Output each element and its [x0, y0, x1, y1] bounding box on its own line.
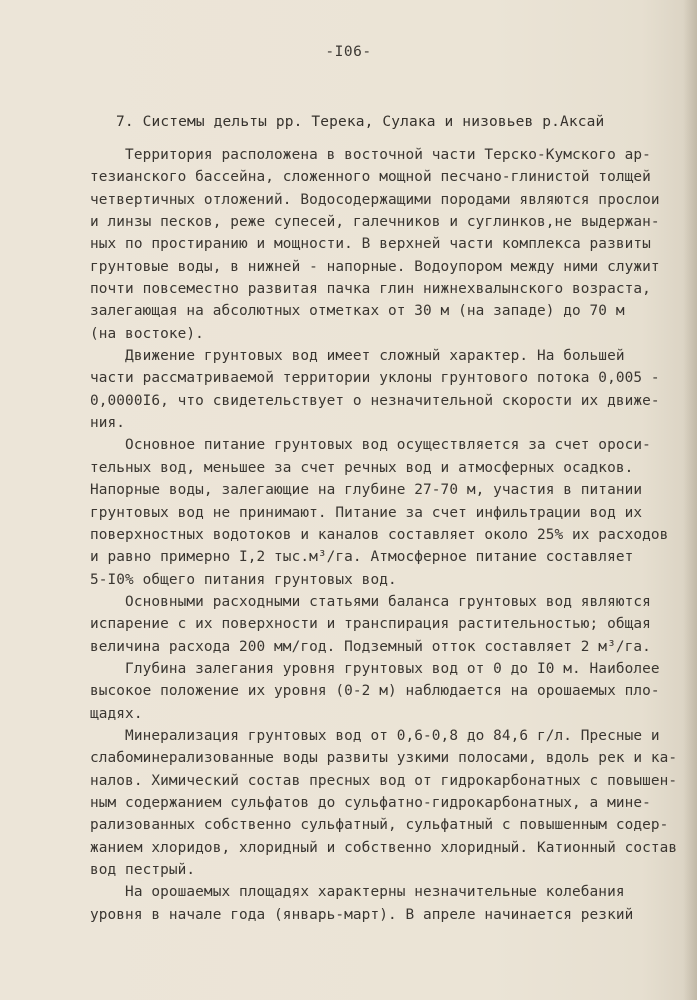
text-line: Движение грунтовых вод имеет сложный характер. На большей [90, 348, 625, 365]
text-line: На орошаемых площадях характерны незначительные колебания [90, 884, 625, 901]
text-line: залегающая на абсолютных отметках от 30 м (на западе) до 70 м [90, 303, 625, 320]
text-line: ных по простиранию и мощности. В верхней части комплекса развиты [90, 236, 651, 253]
text-line: Глубина залегания уровня грунтовых вод от 0 до I0 м. Наиболее [90, 660, 660, 677]
text-line: грунтовые воды, в нижней - напорные. Водоупором между ними служит [90, 258, 660, 275]
text-line: ния. [90, 415, 126, 432]
text-line: вод пестрый. [90, 862, 196, 878]
text-line: уровня в начале года (январь-март). В апреле начинается резкий [90, 906, 634, 923]
text-line: величина расхода 200 мм/год. Подземный отток составляет 2 м³/га. [90, 638, 651, 655]
section-heading: 7. Системы дельты рр. Терека, Сулака и низовьев р.Аксай [116, 114, 605, 130]
page-edge-shadow [683, 0, 697, 1000]
text-line: испарение с их поверхности и транспирация растительностью; общая [90, 616, 651, 633]
text-line: и равно примерно I,2 тыс.м³/га. Атмосферное питание составляет [90, 549, 634, 566]
text-line: части рассматриваемой территории уклоны грунтового потока 0,005 - [90, 370, 660, 387]
text-line: Основными расходными статьями баланса грунтовых вод являются [90, 593, 651, 610]
text-line: почти повсеместно развитая пачка глин нижнехвалынского возраста, [90, 281, 651, 298]
text-line: Территория расположена в восточной части Терско-Кумского ар- [90, 147, 651, 163]
text-line: четвертичных отложений. Водосодержащими породами являются прослои [90, 191, 660, 208]
text-line: щадях. [90, 705, 143, 722]
text-line: налов. Химический состав пресных вод от гидрокарбонатных с повышен- [90, 772, 678, 789]
text-line: тельных вод, меньшее за счет речных вод и атмосферных осадков. [90, 459, 634, 476]
text-line: тезианского бассейна, сложенного мощной песчано-глинистой толщей [90, 169, 651, 186]
page-number: -I06- [325, 44, 372, 60]
text-line: Основное питание грунтовых вод осуществляется за счет ороси- [90, 437, 651, 454]
text-line: (на востоке). [90, 325, 204, 342]
text-line: грунтовых вод не принимают. Питание за счет инфильтрации вод их [90, 504, 643, 521]
text-line: 0,0000I6, что свидетельствует о незначительной скорости их движе- [90, 392, 660, 409]
text-line: Минерализация грунтовых вод от 0,6-0,8 до 84,6 г/л. Пресные и [90, 727, 660, 744]
text-line: жанием хлоридов, хлоридный и собственно хлоридный. Катионный состав [90, 839, 678, 856]
text-line: слабоминерализованные воды развиты узкими полосами, вдоль рек и ка- [90, 750, 678, 767]
text-line: Напорные воды, залегающие на глубине 27-70 м, участия в питании [90, 482, 643, 499]
text-line: 5-I0% общего питания грунтовых вод. [90, 571, 397, 588]
text-line: ным содержанием сульфатов до сульфатно-гидрокарбонатных, а мине- [90, 794, 651, 811]
text-line: и линзы песков, реже супесей, галечников и суглинков,не выдержан- [90, 214, 660, 231]
text-line: рализованных собственно сульфатный, сульфатный с повышенным содер- [90, 817, 669, 834]
text-line: высокое положение их уровня (0-2 м) наблюдается на орошаемых пло- [90, 683, 660, 700]
body-text [90, 144, 690, 926]
text-line: поверхностных водотоков и каналов составляет около 25% их расходов [90, 526, 669, 543]
